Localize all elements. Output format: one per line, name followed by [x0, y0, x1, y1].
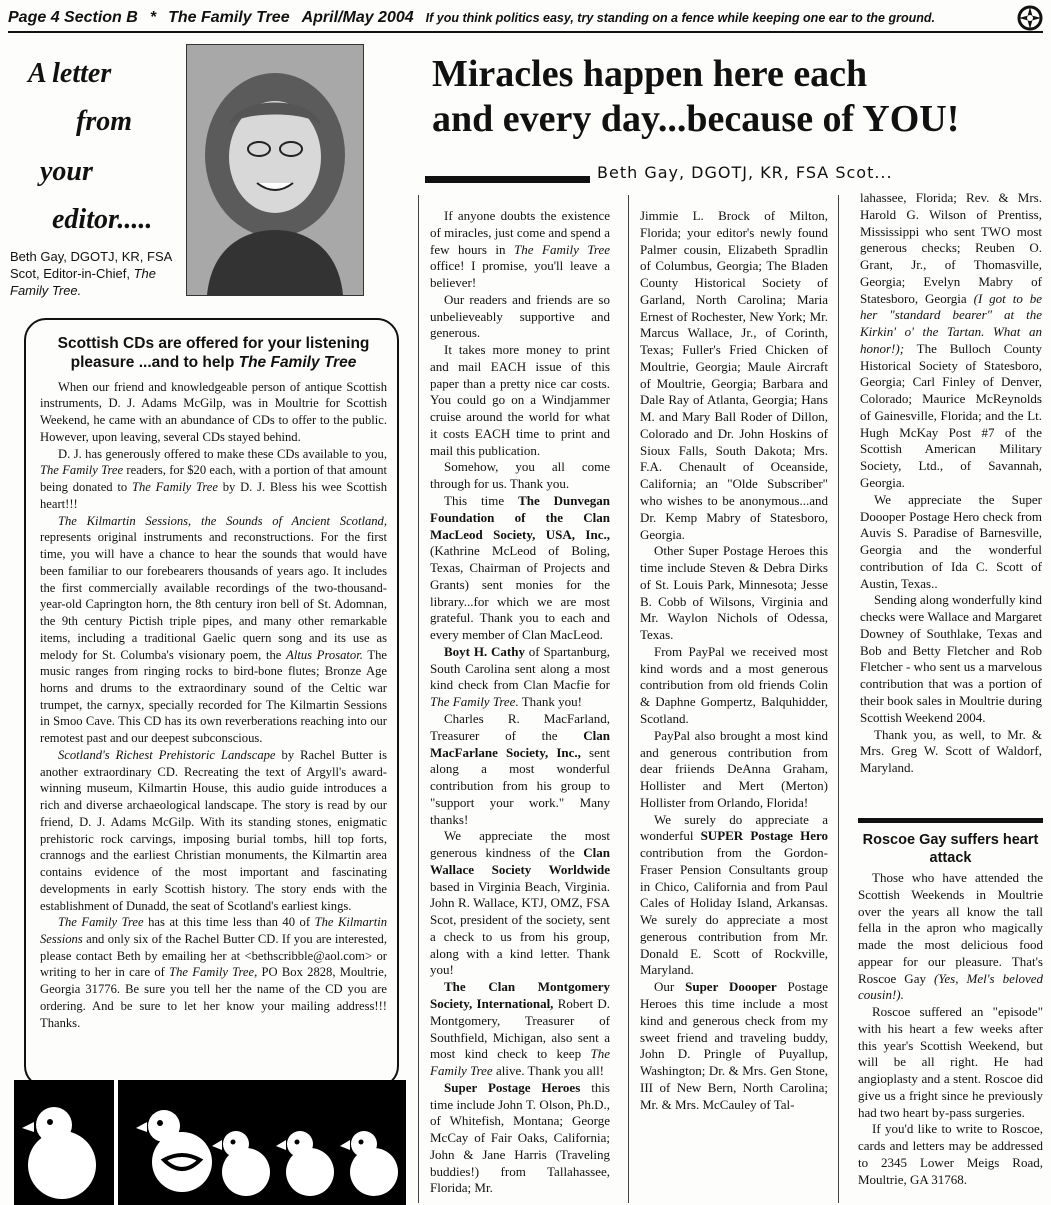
cd-box-text: Scotland's Richest Prehistoric Landscape: [58, 747, 276, 762]
article-text: We surely do appreciate a wonderful: [640, 811, 828, 844]
article-text: PayPal also brought a most kind and generous contribution from dear friiends DeAnna Graham, Hollister and Mert (Merton) Hollister from Orlando, Florida!: [640, 727, 828, 810]
article-text: Sending along wonderfully kind checks were Wallace and Margaret Downey of Southlake, Texas and Bob and Betty Fletcher and Rob Fletcher - who sent us a marvelous contribution that was a portion of their book sales in Moultrie during Scottish Weekend 2004.: [860, 592, 1042, 725]
chickens-clipart-icon: [14, 1080, 406, 1205]
article-text: lahassee, Florida; Rev. & Mrs. Harold G. Wilson of Prentiss, Mississippi who sent TWO most generous checks; Reuben O. Grant, Jr., of Thomasville, Georgia; Evelyn Mabry of Statesboro, Georgia: [860, 190, 1042, 306]
article-column-2: [640, 208, 828, 1200]
article-text: The Family Tree.: [430, 694, 519, 710]
cd-box-title-text: Scottish CDs are offered for your listening pleasure ...and to help: [57, 335, 370, 372]
article-text: office! I promise, you'll leave a believer!: [430, 258, 610, 291]
cd-offer-box: [24, 318, 399, 1088]
cd-box-text: and only six of the Rachel Butter CD. If you are interested, please contact Beth by emailing her at <bethscribble@aol.com> or writing to her in care of: [40, 931, 387, 980]
letter-heading-line3: your: [40, 156, 93, 187]
roscoe-title: Roscoe Gay suffers heart attack: [862, 832, 1039, 866]
article-text: Super Postage Heroes: [444, 1079, 581, 1095]
column-rule: [628, 195, 629, 1203]
article-text: Thank you!: [521, 694, 583, 710]
cd-box-text: The Family Tree,: [169, 965, 258, 980]
cd-box-text: by Rachel Butter is another extraordinary CD. Recreating the text of Argyll's award-winning museum, Kilmartin House, this audio guide introduces a rich and diverse archaeological landscape. The story is read by our friend, D. J. Adams McGilp. With its standing stones, enigmatic prehistoric rock carvings, imposing burial tombs, hill top forts, crannogs and the earliest Christian monuments, the Kilmartin area contains evidence of the most important and fascinating developments in early Scottish history. The story ends with the establishment of Dunadd, the seat of Scotland's earliest kings.: [40, 747, 388, 913]
editor-portrait-photo: [187, 45, 363, 295]
article-text: Super Doooper: [685, 979, 777, 995]
article-column-1: [430, 208, 610, 1200]
cd-box-paragraph: [40, 379, 387, 446]
chickens-clipart: [14, 1080, 406, 1205]
article-text: Postage Heroes this time include a most kind and generous check from my sweet friend and traveling buddy, John D. Pringle of Puyallup, Washington; Dr. & Mrs. Gen Stone, III of New Bern, North Carolina; Mr. & Mrs. McCauley of Tal-: [640, 979, 828, 1112]
masthead-quote: If you think politics easy, try standing on a fence while keeping one ear to the ground.: [425, 11, 935, 25]
article-text: Roscoe suffered an "episode" with his heart a few weeks after this year's Scottish Weekend, but will be all right. He had angioplasty and a stent. Roscoe did give us a fright since he previously had two heart by-pass surgeries.: [858, 1004, 1043, 1120]
cd-box-text: by D. J. Bless his wee Scottish heart!!!: [40, 480, 388, 511]
article-text: alive. Thank you all!: [495, 1063, 605, 1079]
article-text: (I got to be her "standard bearer" at the Kirkin' o' the Tartan. What an honor!);: [860, 290, 1042, 356]
headline: [432, 52, 1042, 142]
article-paragraph: [858, 1121, 1043, 1188]
article-text: It takes more money to print and mail EACH issue of this paper than a pretty nice car costs. You could go on a Windjammer cruise around the world for what it costs EACH time to print and mail this publication.: [430, 342, 610, 458]
headline-line2: and every day...because of YOU!: [432, 97, 960, 140]
article-paragraph: [430, 1080, 610, 1197]
column-rule: [838, 195, 839, 1203]
article-text: From PayPal we received most kind words and a most generous contribution from old friends Colin & Daphne Gompertz, Balquhidder, Scotland.: [640, 643, 828, 726]
article-text: Boyt H. Cathy: [444, 643, 525, 659]
cd-box-title: [40, 334, 387, 373]
article-text: We appreciate the Super Doooper Postage Hero check from Auvis S. Paradise of Barnesville, Georgia and the wonderful contribution of Ida C. Scott of Austin, Texas..: [860, 491, 1042, 591]
article-text: Thank you, as well, to Mr. & Mrs. Greg W. Scott of Waldorf, Maryland.: [860, 726, 1042, 776]
letter-heading-line1: A letter: [28, 58, 112, 89]
article-paragraph: [430, 979, 610, 1080]
article-text: of Spartanburg, South Carolina sent along a most kind check from Clan Macfie for: [430, 643, 610, 693]
article-text: Robert D. Montgomery, Treasurer of Southfield, Michigan, also sent a most kind check to keep: [430, 995, 610, 1062]
cd-box-text: The Family Tree: [58, 915, 144, 930]
cd-box-paragraph: [40, 747, 387, 914]
article-text: Our readers and friends are so unbelieveably supportive and generous.: [430, 291, 610, 341]
column-rule: [418, 195, 419, 1203]
cd-box-text: D. J. has generously offered to make these CDs available to you,: [58, 446, 387, 461]
article-paragraph: [430, 292, 610, 342]
article-text: Somehow, you all come through for us. Thank you.: [430, 459, 610, 492]
article-text: this time include John T. Olson, Ph.D., of Whitefish, Montana; George McCay of Fair Oaks, California; John & Jane Harris (Traveling buddies!) from Tallahassee, Florida; Mr.: [430, 1079, 610, 1196]
article-paragraph: [640, 979, 828, 1113]
cd-box-text: PO Box 2828, Moultrie, Georgia 31776. Be sure you tell her the name of the CD you are ordering. And be sure to let her know your mailing address!!! Thanks.: [40, 965, 387, 1030]
article-paragraph: [860, 727, 1042, 777]
cd-box-text: represents original instruments and reconstructions. For the first time, you will have a chance to hear the sounds that would have been familiar to our forebearers thousands of years ago. It includes the first commercially available recordings of the two-thousand-year-old Caprington horn, the 8th century iron bell of St. Adomnan, the 9th century Pictish triple pipes, and many other remarkable items, including a traditional Gaelic quern song and its use as melody for St. Columba's visionary poem, the: [40, 530, 387, 662]
headline-line1: Miracles happen here each: [432, 53, 868, 95]
article-text: contribution from the Gordon-Fraser Pension Consultants group in Chico, California and from Paul Cales of Holiday Island, Arkansas. We surely do appreciate a most generous contribution from Mr. Donald E. Scott of Rockville, Maryland.: [640, 845, 828, 978]
cd-box-text: The Kilmartin Sessions: [40, 915, 387, 946]
byline: Beth Gay, DGOTJ, KR, FSA Scot...: [597, 163, 893, 182]
cd-box-text: has at this time less than 40 of: [148, 915, 311, 930]
article-paragraph: [430, 828, 610, 979]
article-paragraph: [640, 812, 828, 980]
article-text: This time: [444, 493, 505, 509]
article-text: The Family Tree: [430, 1046, 610, 1079]
cd-box-paragraph: [40, 513, 387, 747]
cd-box-text: The music ranges from ringing rocks to bird-bone flutes; Bronze Age horns and drums to the extraordinary sound of the Celtic war trumpet, the carnyx, specially recorded for The Kilmartin Sessions in Smoo Cave. This CD has its own reverberations reaching into our remotest past and our deepest subconscious.: [40, 647, 387, 746]
article-text: If you'd like to write to Roscoe, cards and letters may be addressed to 2345 Lower Meigs Road, Moultrie, GA 31768.: [858, 1121, 1043, 1187]
article-paragraph: [860, 492, 1042, 593]
article-text: based in Virginia Beach, Virginia. John R. Wallace, KTJ, OMZ, FSA Scot, president of the society, sent a check to us from his group, along with a kind letter. Thank you!: [430, 878, 610, 978]
issue-date: April/May 2004: [301, 9, 414, 26]
cd-box-text: The Family Tree: [131, 480, 218, 495]
article-paragraph: [430, 208, 610, 292]
article-text: If anyone doubts the existence of miracles, just come and spend a few hours in: [430, 208, 610, 257]
article-paragraph: [430, 493, 610, 644]
article-paragraph: [640, 208, 828, 543]
article-paragraph: [430, 459, 610, 493]
cd-box-text: The Family Tree: [40, 463, 124, 478]
article-text: Jimmie L. Brock of Milton, Florida; your editor's newly found Palmer cousin, Elizabeth Spradlin of Columbus, Georgia; The Bladen County Historical Society of Garland, North Carolina; Maria Ernest of Rochester, New York; Mr. Marcus Wallace, Jr., of Corinth, Texas; Fuller's Fried Chicken of Moultrie, Georgia; Maule Aircraft of Moultrie, Georgia; Barbara and Dale Ray of Atlanta, Georgia; Hans M. and Mary Ball Roder of Dillon, Colorado and Dr. John Hoskins of Sioux Falls, South Dakota; Mrs. F.A. Chenault of Oceanside, California; an "Olde Subscriber" who wishes to be anonymous...and Dr. Kemp Mabry of Statesboro, Georgia.: [640, 208, 828, 542]
article-text: (Kathrine McLeod of Boling, Texas, Chairman of Projects and Grants) sent monies for the library...for which we are most grateful. Thank you to each and every member of Clan MacLeod.: [430, 543, 610, 643]
article-paragraph: [640, 644, 828, 728]
byline-rule: [425, 176, 590, 183]
page-number: Page 4 Section B: [8, 9, 138, 26]
letter-heading-line2: from: [76, 106, 132, 137]
masthead-star: *: [149, 9, 157, 26]
cd-box-title-paper: The Family Tree: [238, 354, 357, 372]
article-text: We appreciate the most generous kindness of the: [430, 828, 610, 861]
article-text: The Family Tree: [514, 241, 610, 257]
caption-text: Beth Gay, DGOTJ, KR, FSA Scot, Editor-in-Chief,: [10, 249, 172, 281]
article-paragraph: [858, 870, 1043, 1004]
article-paragraph: [430, 342, 610, 459]
article-paragraph: [430, 711, 610, 828]
article-text: sent along a most wonderful contribution from his group to "support your work." Many thanks!: [430, 744, 610, 827]
article-paragraph: [640, 543, 828, 644]
article-text: Our: [654, 979, 675, 995]
cd-box-text: The Kilmartin Sessions, the Sounds of Ancient Scotland,: [58, 513, 387, 528]
caption-paper-name: The Family Tree.: [10, 265, 156, 298]
cd-box-paragraph: [40, 914, 387, 1031]
cd-box-paragraph: [40, 446, 387, 513]
cd-box-text: When our friend and knowledgeable person of antique Scottish instruments, D. J. Adams McGilp, was in Moultrie for Scottish Weekend, he came with an abundance of CDs to offer to the public. However, upon leaving, several CDs stayed behind.: [40, 379, 387, 444]
roscoe-article: [858, 870, 1043, 1202]
article-text: The Bulloch County Historical Society of Statesboro, Georgia; Carl Finley of Denver, Colorado; Maurice McReynolds of Gainesville, Florida; and the Lt. Hugh McKay Post #7 of the Scottish American Military Society, Ltd., of Savannah, Georgia.: [860, 340, 1042, 491]
celtic-knot-icon: [1017, 5, 1043, 31]
cd-box-text: readers, for $20 each, with a portion of that amount being donated to: [40, 463, 388, 495]
editor-photo: [186, 44, 364, 296]
paper-name: The Family Tree: [168, 9, 290, 26]
article-text: SUPER Postage Hero: [700, 828, 828, 844]
article-paragraph: [860, 190, 1042, 492]
article-column-3: [860, 190, 1042, 810]
article-text: Clan MacFarlane Society, Inc.,: [430, 727, 610, 760]
article-text: Those who have attended the Scottish Weekends in Moultrie over the years all know the tall fella in the apron who magically made the most delicious food appear for our pleasure. That's Roscoe Gay: [858, 870, 1043, 986]
article-text: Charles R. MacFarland, Treasurer of the: [430, 710, 610, 743]
article-text: The Clan Montgomery Society, International,: [430, 979, 610, 1011]
article-text: The Dunvegan Foundation of the Clan MacLeod Society, USA, Inc.,: [430, 493, 610, 542]
article-text: Other Super Postage Heroes this time include Steven & Debra Dirks of St. Louis Park, Minnesota; Jesse B. Cobb of Wilsons, Virginia and Mr. Waylon Nichols of Odessa, Texas.: [640, 543, 828, 643]
article-paragraph: [430, 644, 610, 711]
article-paragraph: [860, 592, 1042, 726]
masthead: [8, 5, 1043, 33]
article-paragraph: [640, 728, 828, 812]
article-paragraph: [858, 1004, 1043, 1121]
article-text: (Yes, Mel's beloved cousin!).: [858, 970, 1043, 1003]
cd-box-text: Altus Prosator.: [286, 647, 363, 662]
letter-heading-line4: editor.....: [52, 204, 153, 235]
photo-caption: [10, 249, 188, 300]
sidebar-rule: [858, 818, 1043, 823]
article-text: Clan Wallace Society Worldwide: [430, 845, 610, 877]
